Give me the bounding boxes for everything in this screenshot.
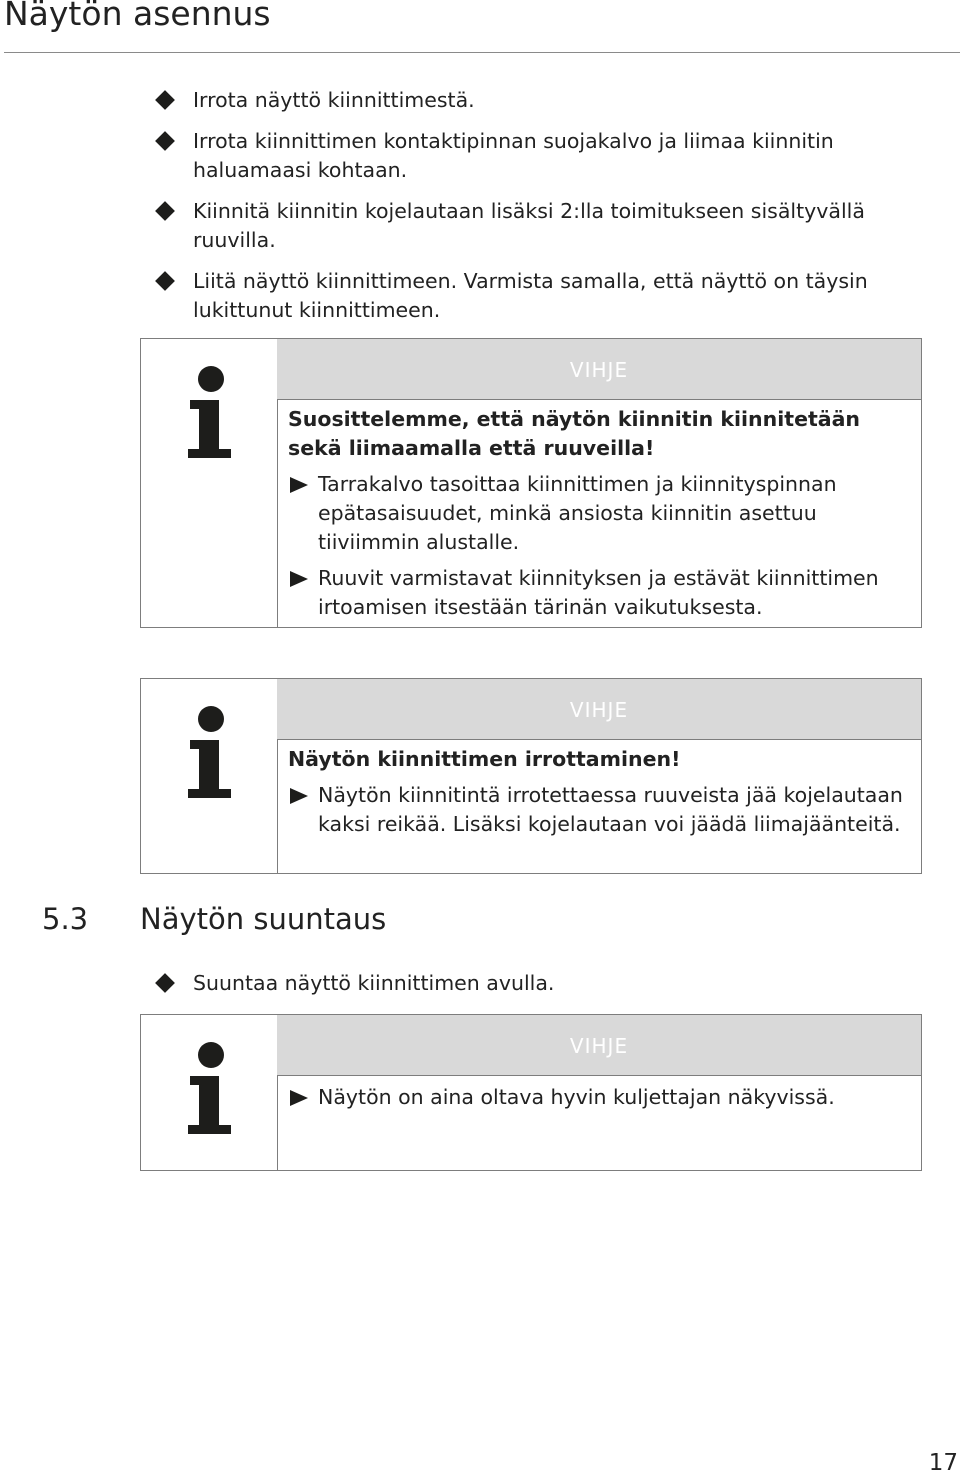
tip-lead: Suosittelemme, että näytön kiinnitin kiinnitetään sekä liimaamalla että ruuveilla! xyxy=(288,407,861,460)
arrow-icon xyxy=(290,1090,308,1106)
step-text: Suuntaa näyttö kiinnittimen avulla. xyxy=(193,971,555,995)
section-title: Näytön suuntaus xyxy=(140,902,387,936)
tip-item-text: Ruuvit varmistavat kiinnityksen ja estävät kiinnittimen irtoamisen itsestään tärinän vaikutuksesta. xyxy=(318,566,879,619)
step-text: Irrota kiinnittimen kontaktipinnan suojakalvo ja liimaa kiinnitin haluamaasi kohtaan. xyxy=(193,129,834,182)
arrow-icon xyxy=(290,571,308,587)
tip-box xyxy=(140,678,922,874)
info-icon xyxy=(185,706,235,798)
diamond-icon xyxy=(155,271,175,291)
list-item xyxy=(288,781,909,839)
installation-steps xyxy=(155,86,935,337)
step-text: Irrota näyttö kiinnittimestä. xyxy=(193,88,475,112)
tip-icon-column xyxy=(141,679,278,873)
list-item xyxy=(155,86,935,115)
page-title: Näytön asennus xyxy=(4,0,271,33)
tip-item-text: Näytön kiinnitintä irrotettaessa ruuveista jää kojelautaan kaksi reikää. Lisäksi kojelautaan voi jäädä liimajäänteitä. xyxy=(318,783,903,836)
info-icon xyxy=(185,1042,235,1134)
step-text: Kiinnitä kiinnitin kojelautaan lisäksi 2:lla toimitukseen sisältyvällä ruuvilla. xyxy=(193,199,865,252)
list-item xyxy=(288,564,909,622)
alignment-steps xyxy=(155,969,935,1010)
tip-box xyxy=(140,338,922,628)
info-icon xyxy=(185,366,235,458)
arrow-icon xyxy=(290,788,308,804)
list-item xyxy=(155,197,935,255)
tip-box xyxy=(140,1014,922,1171)
page-header xyxy=(0,0,960,56)
tip-body xyxy=(288,745,909,846)
tip-heading: VIHJE xyxy=(277,339,921,400)
tip-body xyxy=(288,1083,909,1119)
list-item xyxy=(288,1083,909,1112)
list-item xyxy=(155,267,935,325)
tip-lead: Näytön kiinnittimen irrottaminen! xyxy=(288,747,681,771)
tip-icon-column xyxy=(141,1015,278,1170)
step-text: Liitä näyttö kiinnittimeen. Varmista samalla, että näyttö on täysin lukittunut kiinnittimeen. xyxy=(193,269,868,322)
section-heading xyxy=(42,902,386,936)
list-item xyxy=(155,127,935,185)
tip-body xyxy=(288,405,909,629)
diamond-icon xyxy=(155,201,175,221)
list-item xyxy=(155,969,935,998)
section-number: 5.3 xyxy=(42,902,89,936)
tip-item-text: Näytön on aina oltava hyvin kuljettajan näkyvissä. xyxy=(318,1085,835,1109)
tip-heading: VIHJE xyxy=(277,1015,921,1076)
tip-icon-column xyxy=(141,339,278,627)
header-divider xyxy=(4,52,960,53)
page-number: 17 xyxy=(928,1450,958,1476)
diamond-icon xyxy=(155,131,175,151)
diamond-icon xyxy=(155,973,175,993)
arrow-icon xyxy=(290,477,308,493)
diamond-icon xyxy=(155,90,175,110)
tip-heading: VIHJE xyxy=(277,679,921,740)
list-item xyxy=(288,470,909,557)
tip-item-text: Tarrakalvo tasoittaa kiinnittimen ja kiinnityspinnan epätasaisuudet, minkä ansiosta kiinnitin asettuu tiiviimmin alustalle. xyxy=(318,472,837,554)
